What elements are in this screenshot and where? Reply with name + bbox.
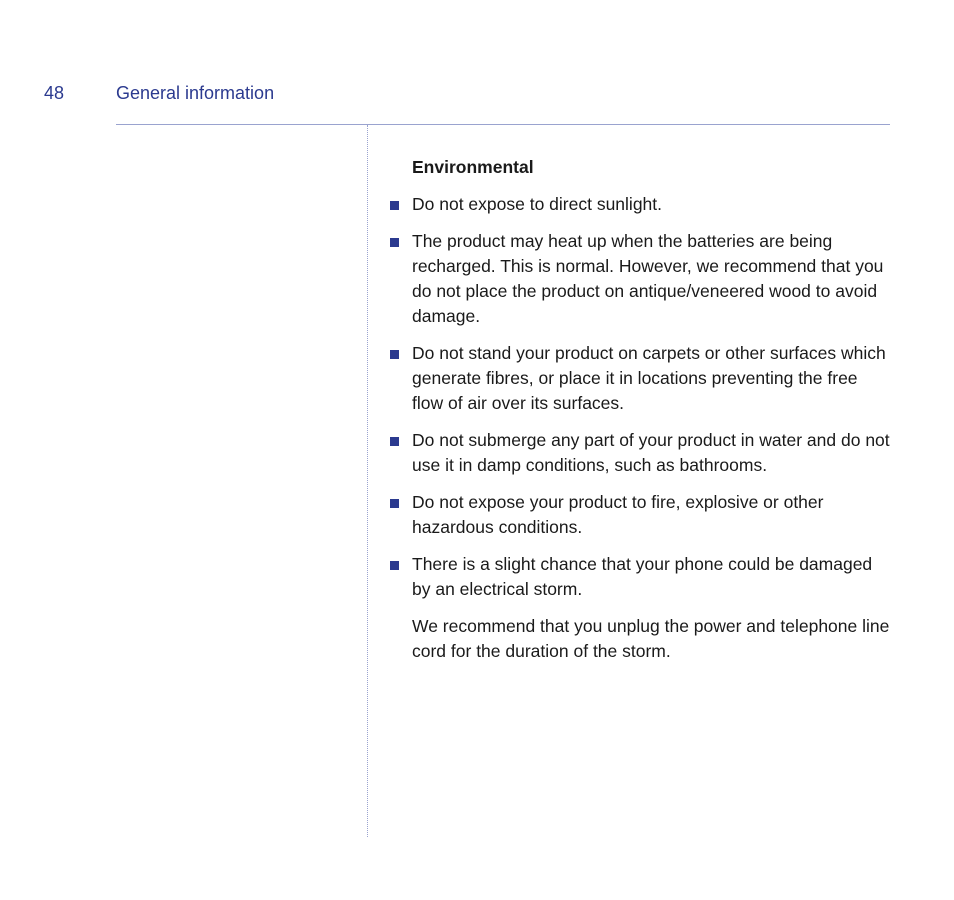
square-bullet-icon bbox=[390, 201, 399, 210]
square-bullet-icon bbox=[390, 561, 399, 570]
page-number: 48 bbox=[44, 82, 65, 103]
list-item-text: Do not expose your product to fire, explosive or other hazardous conditions. bbox=[412, 492, 824, 537]
list-item bbox=[412, 552, 892, 602]
list-item-text: Do not expose to direct sunlight. bbox=[412, 194, 663, 214]
list-item bbox=[412, 229, 892, 329]
list-item-text: The product may heat up when the batteries are being recharged. This is normal. However, we recommend that you do not place the product on antique/veneered wood to avoid damage. bbox=[412, 231, 884, 326]
header-divider bbox=[116, 124, 890, 125]
bullet-list bbox=[412, 192, 892, 602]
list-item-text: Do not submerge any part of your product in water and do not use it in damp conditions, such as bathrooms. bbox=[412, 430, 890, 475]
list-item bbox=[412, 428, 892, 478]
list-item bbox=[412, 192, 892, 217]
column-divider bbox=[367, 125, 368, 837]
square-bullet-icon bbox=[390, 499, 399, 508]
list-item bbox=[412, 341, 892, 416]
section-title: General information bbox=[116, 82, 275, 103]
square-bullet-icon bbox=[390, 437, 399, 446]
square-bullet-icon bbox=[390, 238, 399, 247]
list-item bbox=[412, 490, 892, 540]
storm-note: We recommend that you unplug the power and telephone line cord for the duration of the storm. bbox=[412, 616, 890, 661]
square-bullet-icon bbox=[390, 350, 399, 359]
section-heading: Environmental bbox=[412, 157, 534, 177]
list-item-text: There is a slight chance that your phone could be damaged by an electrical storm. bbox=[412, 554, 873, 599]
main-content bbox=[412, 155, 892, 664]
list-item-text: Do not stand your product on carpets or other surfaces which generate fibres, or place it in locations preventing the free flow of air over its surfaces. bbox=[412, 343, 886, 413]
page-header bbox=[44, 80, 274, 106]
